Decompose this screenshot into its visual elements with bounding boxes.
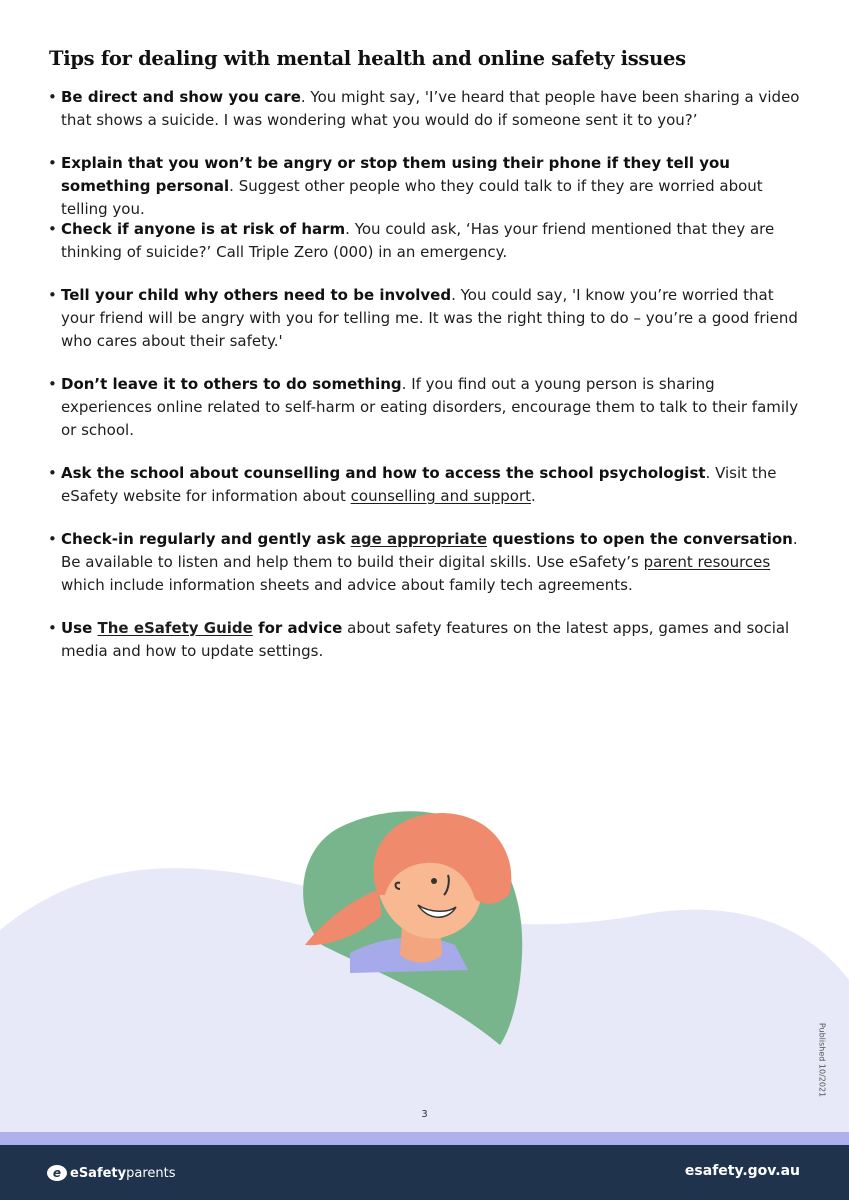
tip-text: . You could ask, ‘Has your friend mentioned that they are thinking of suicide?’ Call Triple Zero (000) in an emergency.: [61, 220, 775, 261]
tip-item: [46, 528, 806, 597]
logo-text-parents: parents: [126, 1165, 176, 1181]
tip-item: [46, 218, 806, 264]
tip-text: . You might say, 'I’ve heard that people have been sharing a video that shows a suicide. I was wondering what you would do if someone sent it to you?’: [61, 88, 800, 129]
tip-text: which include information sheets and advice about family tech agreements.: [61, 576, 633, 594]
tip-heading: Ask the school about counselling and how to access the school psychologist: [61, 464, 706, 482]
tip-link[interactable]: parent resources: [643, 553, 771, 571]
footer: [0, 1145, 849, 1200]
tip-text: .: [531, 487, 536, 505]
tip-heading: Use: [61, 619, 98, 637]
tip-item: [46, 284, 806, 353]
tip-link[interactable]: counselling and support: [350, 487, 531, 505]
tip-link[interactable]: age appropriate: [350, 530, 487, 548]
tip-item: [46, 86, 806, 132]
tip-heading: Check-in regularly and gently ask: [61, 530, 351, 548]
footer-accent-band: [0, 1132, 849, 1145]
tip-heading: Don’t leave it to others to do something: [61, 375, 402, 393]
tip-text: . Be available to listen and help them to build their digital skills. Use eSafety’s: [61, 530, 798, 571]
girl-speech-bubble-illustration: [290, 795, 550, 1055]
tip-heading: Be direct and show you care: [61, 88, 301, 106]
tip-item: [46, 462, 806, 508]
tip-text: . Suggest other people who they could talk to if they are worried about telling you.: [61, 177, 763, 218]
logo-text-esafety: eSafety: [70, 1165, 127, 1181]
tip-heading: Check if anyone is at risk of harm: [61, 220, 346, 238]
tip-text: . Visit the eSafety website for information about: [61, 464, 777, 505]
esafety-parents-logo[interactable]: [47, 1163, 176, 1183]
tip-link[interactable]: The eSafety Guide: [97, 619, 253, 637]
tip-text: . You could say, 'I know you’re worried that your friend will be angry with you for telling me. It was the right thing to do – you’re a good friend who cares about their safety.': [61, 286, 798, 350]
published-date-note: Published 10/2021: [817, 1022, 827, 1098]
tip-heading: Tell your child why others need to be involved: [61, 286, 452, 304]
tip-heading: Explain that you won’t be angry or stop them using their phone if they tell you something personal: [61, 154, 730, 195]
tip-item: [46, 617, 806, 663]
tip-heading: for advice: [252, 619, 343, 637]
page-title: Tips for dealing with mental health and online safety issues: [49, 47, 686, 70]
tip-heading: questions to open the conversation: [487, 530, 793, 548]
tip-item: [46, 152, 806, 218]
tip-item: [46, 373, 806, 442]
tips-list: [46, 86, 806, 663]
esafety-logo-icon: e: [47, 1165, 67, 1181]
page-number: 3: [421, 1109, 428, 1120]
website-link[interactable]: esafety.gov.au: [684, 1163, 800, 1179]
tip-text: about safety features on the latest apps, games and social media and how to update settings.: [61, 619, 790, 660]
tip-text: . If you find out a young person is sharing experiences online related to self-harm or eating disorders, encourage them to talk to their family or school.: [61, 375, 799, 439]
